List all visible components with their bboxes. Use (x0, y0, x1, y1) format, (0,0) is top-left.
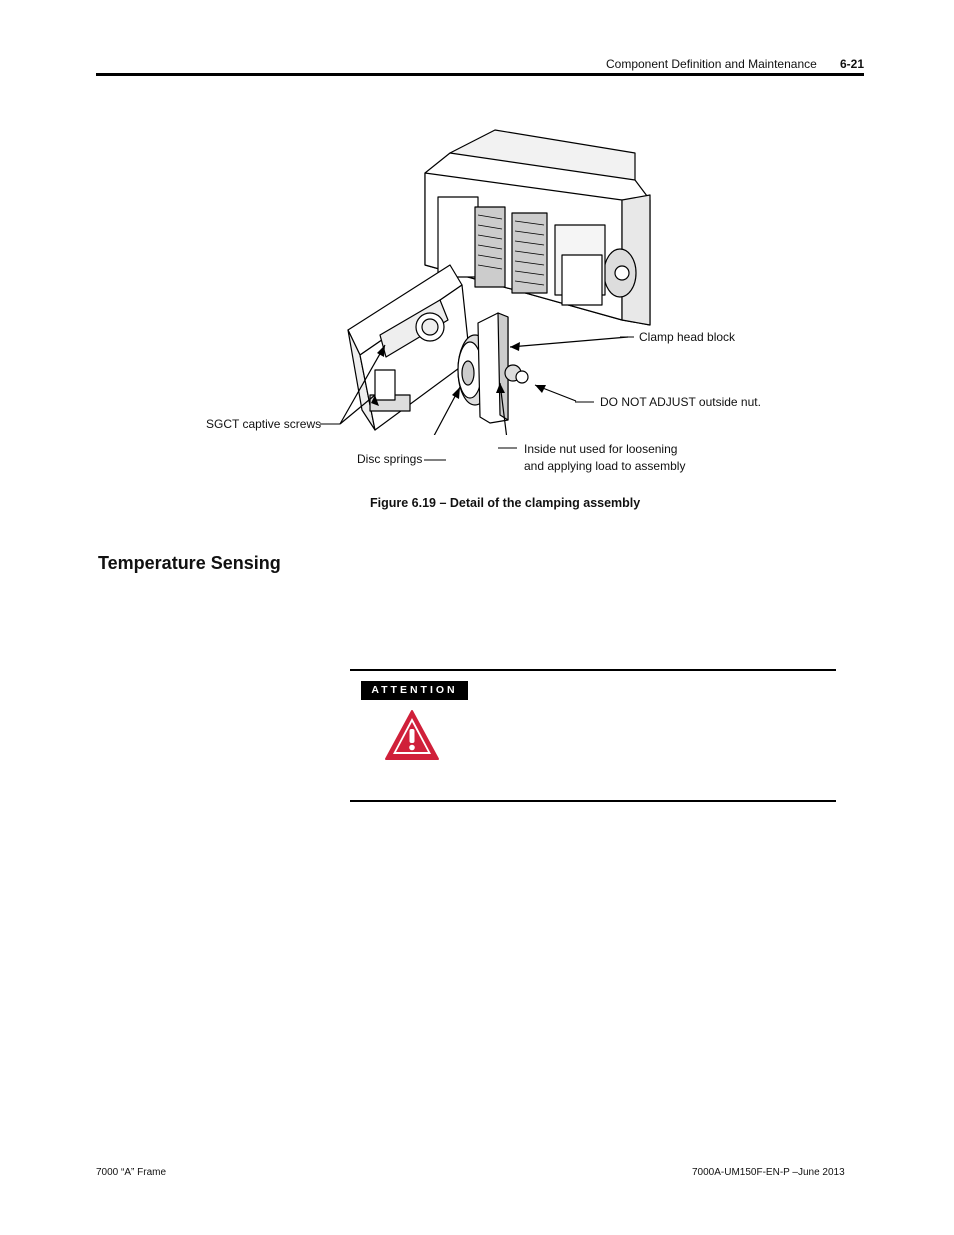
section-heading: Temperature Sensing (98, 553, 281, 573)
label-clamp-head-block: Clamp head block (639, 330, 736, 344)
label-inside-nut-line2: and applying load to assembly (524, 459, 686, 473)
attention-badge: ATTENTION (361, 681, 468, 700)
page-number: 6-21 (840, 57, 865, 71)
callout-lines (0, 0, 954, 500)
warning-triangle-icon (384, 709, 440, 761)
label-inside-nut-line1: Inside nut used for loosening (524, 442, 678, 456)
figure-caption: Figure 6.19 – Detail of the clamping assembly (370, 496, 641, 510)
label-sgct-captive-screws: SGCT captive screws (206, 417, 322, 431)
label-do-not-adjust: DO NOT ADJUST outside nut. (600, 395, 761, 409)
footer-right: 7000A-UM150F-EN-P –June 2013 (692, 1167, 845, 1178)
attention-bottom-rule (350, 800, 836, 802)
running-header-title: Component Definition and Maintenance (606, 57, 817, 71)
attention-top-rule (350, 669, 836, 671)
label-disc-springs: Disc springs (357, 452, 423, 466)
footer-left: 7000 “A” Frame (96, 1167, 167, 1178)
